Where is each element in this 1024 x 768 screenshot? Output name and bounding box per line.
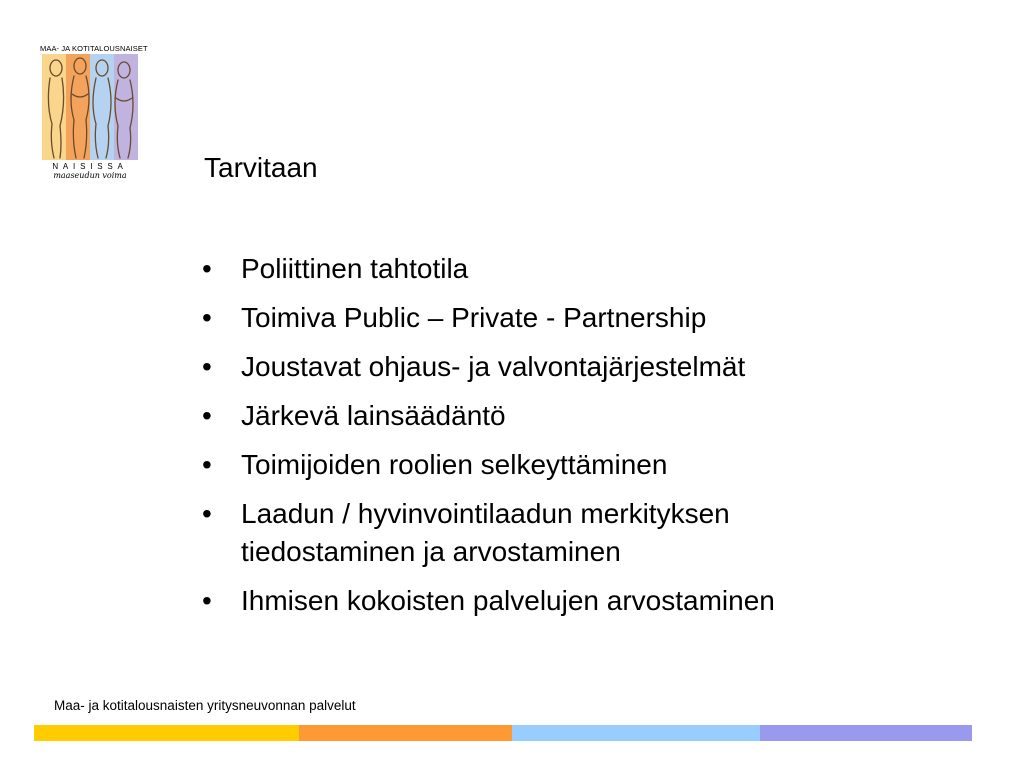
bullet-item xyxy=(200,348,960,386)
logo-tagline: maaseudun voima xyxy=(53,171,127,180)
bullet-text: Joustavat ohjaus- ja valvontajärjestelmät xyxy=(241,351,746,382)
bullet-item xyxy=(200,250,960,288)
organization-logo xyxy=(40,44,148,184)
bullet-marker: • xyxy=(202,449,212,480)
bullet-marker: • xyxy=(202,400,212,431)
bullet-marker: • xyxy=(202,253,212,284)
bullet-marker: • xyxy=(202,351,212,382)
footer-text: Maa- ja kotitalousnaisten yritysneuvonnan palvelut xyxy=(54,698,356,713)
bullet-text: Poliittinen tahtotila xyxy=(241,253,469,284)
bullet-text: Järkevä lainsäädäntö xyxy=(241,400,506,431)
bullet-item xyxy=(200,446,960,484)
bullet-item xyxy=(200,397,960,435)
bullet-marker: • xyxy=(202,302,212,333)
bullet-item xyxy=(200,299,960,337)
bullet-text: Ihmisen kokoisten palvelujen arvostaminen xyxy=(241,585,775,616)
logo-women-figures-image xyxy=(42,54,138,160)
bullet-item xyxy=(200,582,960,620)
logo-word: NAISISSA xyxy=(52,162,128,171)
color-bar-orange-segment xyxy=(299,725,512,741)
bullet-marker: • xyxy=(202,585,212,616)
bullet-item xyxy=(200,495,881,571)
color-bar-yellow-segment xyxy=(34,725,299,741)
color-bar-purple-segment xyxy=(760,725,972,741)
color-bar-blue-segment xyxy=(512,725,760,741)
logo-title: MAA- JA KOTITALOUSNAISET xyxy=(40,44,148,53)
bullet-text: Toimijoiden roolien selkeyttäminen xyxy=(241,449,668,480)
bullet-text: Toimiva Public – Private - Partnership xyxy=(241,302,707,333)
bullet-text: Laadun / hyvinvointilaadun merkityksen tiedostaminen ja arvostaminen xyxy=(241,498,730,567)
slide-heading: Tarvitaan xyxy=(204,152,318,183)
bullet-marker: • xyxy=(202,498,212,529)
footer-color-bar xyxy=(34,725,972,741)
bullet-list xyxy=(200,250,960,631)
